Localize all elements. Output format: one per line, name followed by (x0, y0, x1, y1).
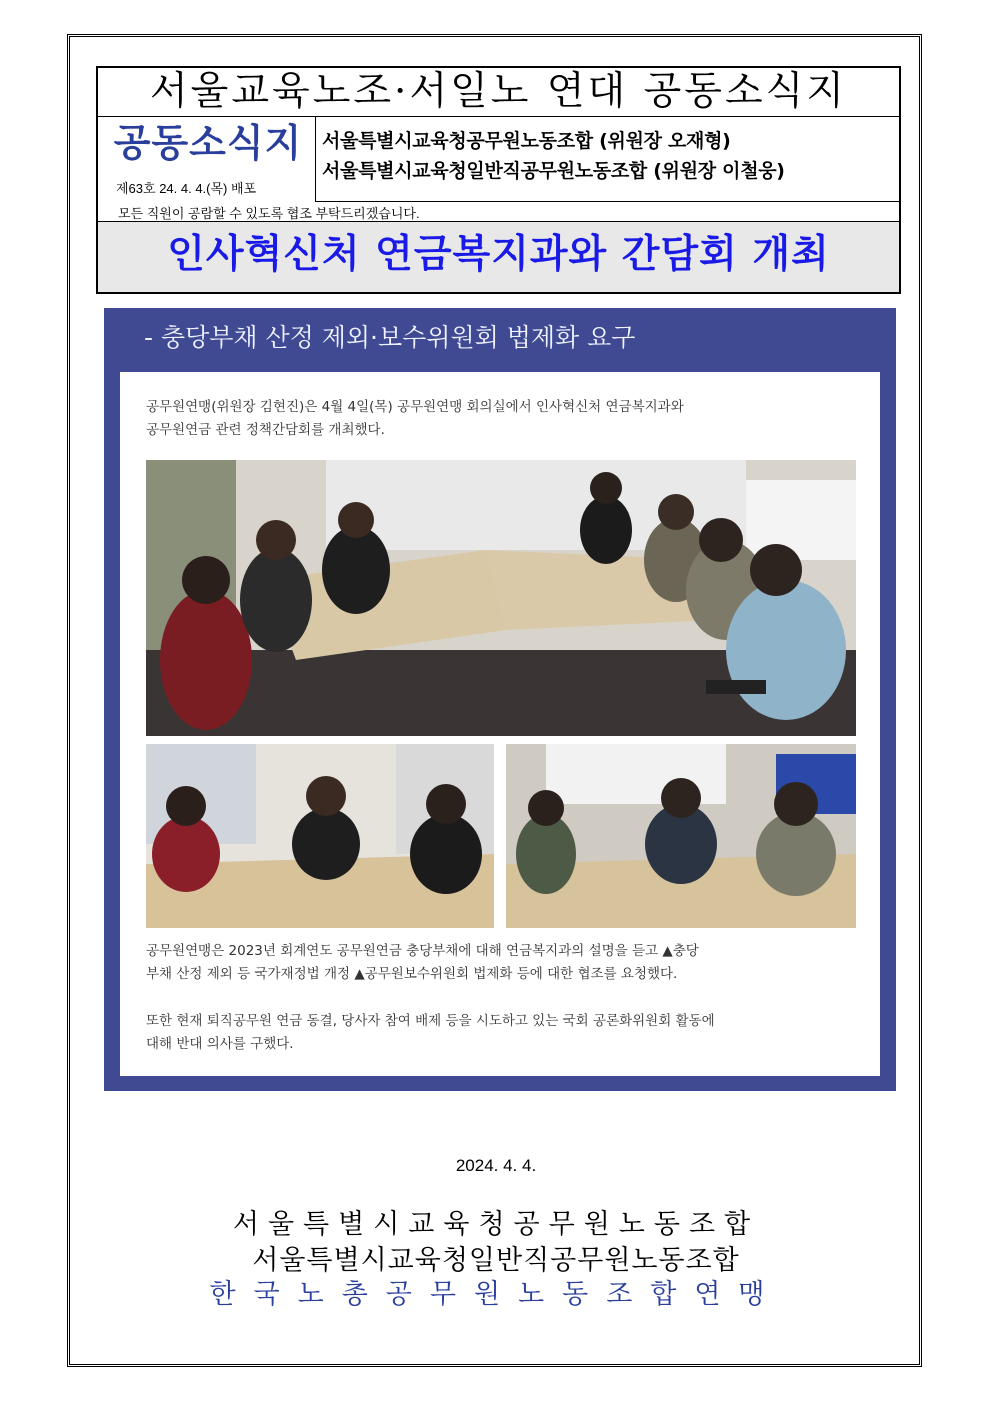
meeting-photo-main (146, 460, 856, 736)
article-card (120, 372, 880, 1076)
union-names (316, 116, 899, 202)
meeting-photo-left (146, 744, 494, 928)
headline: 인사혁신처 연금복지과와 간담회 개최 (167, 232, 830, 277)
paragraph-3-line-2: 대해 반대 의사를 구했다. (146, 1036, 294, 1052)
newsletter-header (96, 66, 901, 294)
union-name-1: 서울특별시교육청공무원노동조합 (위원장 오재형) (322, 130, 731, 152)
issue-date: 2024. 4. 4. (455, 1156, 537, 1175)
newsletter-logo: 공동소식지 (113, 121, 303, 165)
signature-org-1: 서울특별시교육청공무원노동조합 (232, 1209, 760, 1240)
paragraph-3-line-1: 또한 현재 퇴직공무원 연금 동결, 당사자 참여 배제 등을 시도하고 있는 국회 공론화위원회 활동에 (146, 1013, 715, 1029)
signature-org-3: 한국노총공무원노동조합연맹 (209, 1279, 783, 1310)
paragraph-1-line-2: 공무원연금 관련 정책간담회를 개최했다. (146, 422, 385, 438)
masthead-title: 서울교육노조·서일노 연대 공동소식지 (98, 68, 899, 117)
article-image (104, 308, 896, 1091)
signature-org-2: 서울특별시교육청일반직공무원노동조합 (252, 1245, 740, 1276)
circulation-request: 모든 직원이 공람할 수 있도록 협조 부탁드리겠습니다. (118, 206, 420, 221)
meeting-photo-right (506, 744, 856, 928)
union-name-2: 서울특별시교육청일반직공무원노동조합 (위원장 이철웅) (322, 160, 785, 182)
paragraph-3 (146, 1010, 866, 1056)
request-row (98, 202, 899, 222)
logo-cell (98, 116, 316, 202)
paragraph-1 (146, 396, 866, 442)
article-subheading: - 충당부채 산정 제외·보수위원회 법제화 요구 (144, 323, 636, 352)
paragraph-1-line-1: 공무원연맹(위원장 김현진)은 4월 4일(목) 공무원연맹 회의실에서 인사혁신처 연금복지과와 (146, 399, 684, 415)
paragraph-2-line-2: 부채 산정 제외 등 국가재정법 개정 ▲공무원보수위원회 법제화 등에 대한 협조를 요청했다. (146, 966, 678, 982)
issue-info: 제63호 24. 4. 4.(목) 배포 (116, 181, 257, 196)
paragraph-2 (146, 940, 866, 986)
paragraph-2-line-1: 공무원연맹은 2023년 회계연도 공무원연금 충당부채에 대해 연금복지과의 설명을 듣고 ▲충당 (146, 943, 699, 959)
headline-box (98, 222, 899, 292)
